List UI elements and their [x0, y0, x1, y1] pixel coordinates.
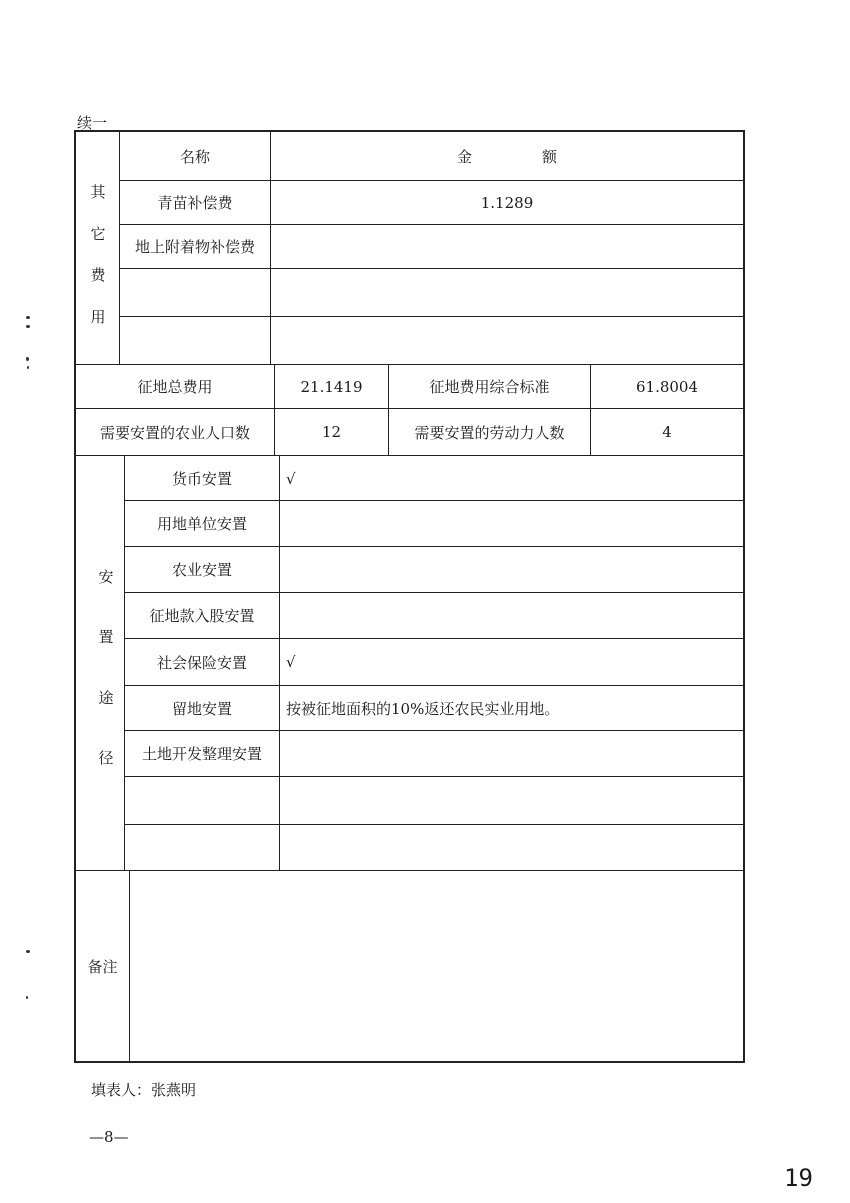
fee-row-amount	[271, 317, 743, 364]
fee-row-name	[120, 317, 270, 364]
resettlement-row-value	[280, 547, 743, 592]
scan-speck	[26, 996, 28, 999]
other-fees-label-char: 它	[90, 224, 106, 243]
header-amount-char: 金	[456, 147, 472, 166]
resettlement-row-name: 社会保险安置	[156, 653, 247, 672]
resettlement-label-char: 安	[98, 568, 114, 586]
total-fee-label: 征地总费用	[137, 378, 213, 396]
resettlement-label-char: 置	[98, 628, 114, 647]
resettlement-row-value: 按被征地面积的10%返还农民实业用地。	[286, 699, 560, 718]
fee-row-name	[120, 269, 270, 316]
population-value: 12	[321, 423, 342, 441]
scan-speck	[26, 950, 30, 953]
corner-page-number: 19	[784, 1164, 813, 1192]
resettlement-row-name: 农业安置	[171, 561, 232, 579]
resettlement-row-name: 留地安置	[171, 699, 232, 718]
resettlement-row-name	[125, 777, 279, 824]
fee-row-name: 青苗补偿费	[157, 194, 233, 212]
standard-fee-value: 61.8004	[635, 377, 699, 396]
population-label: 需要安置的农业人口数	[99, 423, 250, 442]
fee-row-amount	[271, 269, 743, 316]
resettlement-label-char: 径	[98, 748, 114, 767]
labor-label: 需要安置的劳动力人数	[414, 423, 565, 442]
resettlement-section-label	[96, 570, 116, 766]
scan-speck	[26, 316, 30, 319]
resettlement-row-value	[280, 731, 743, 776]
resettlement-row-name: 用地单位安置	[156, 515, 247, 533]
scan-speck	[26, 325, 30, 328]
resettlement-row-value	[280, 777, 743, 824]
other-fees-label-char: 费	[90, 266, 106, 285]
resettlement-row-name: 货币安置	[171, 470, 232, 488]
standard-fee-label: 征地费用综合标准	[429, 378, 550, 396]
remarks-label: 备注	[87, 957, 118, 976]
header-amount-char: 额	[542, 147, 558, 166]
resettlement-label-char: 途	[98, 688, 114, 707]
other-fees-section-label	[88, 185, 108, 325]
header-amount	[271, 132, 743, 180]
resettlement-row-name: 征地款入股安置	[149, 607, 255, 625]
other-fees-label-char: 其	[90, 183, 106, 201]
header-name: 名称	[179, 147, 210, 166]
resettlement-row-value: √	[286, 469, 296, 488]
fee-row-name: 地上附着物补偿费	[134, 238, 255, 256]
fee-row-amount	[271, 225, 743, 268]
other-fees-label-char: 用	[90, 307, 106, 326]
resettlement-row-name	[125, 825, 279, 870]
resettlement-row-value	[280, 825, 743, 870]
page-number: —8—	[89, 1128, 129, 1146]
total-fee-value: 21.1419	[300, 377, 363, 396]
resettlement-row-value: √	[286, 653, 296, 671]
continuation-label: 续一	[77, 114, 108, 132]
form-filler: 填表人：张燕明	[91, 1081, 197, 1099]
labor-value: 4	[662, 423, 672, 441]
scan-speck	[27, 366, 29, 369]
scan-speck	[26, 357, 29, 361]
resettlement-row-value	[280, 501, 743, 546]
fee-row-amount: 1.1289	[480, 193, 534, 212]
resettlement-row-name: 土地开发整理安置	[141, 745, 262, 763]
resettlement-row-value	[280, 593, 743, 638]
remarks-value	[130, 871, 743, 1061]
